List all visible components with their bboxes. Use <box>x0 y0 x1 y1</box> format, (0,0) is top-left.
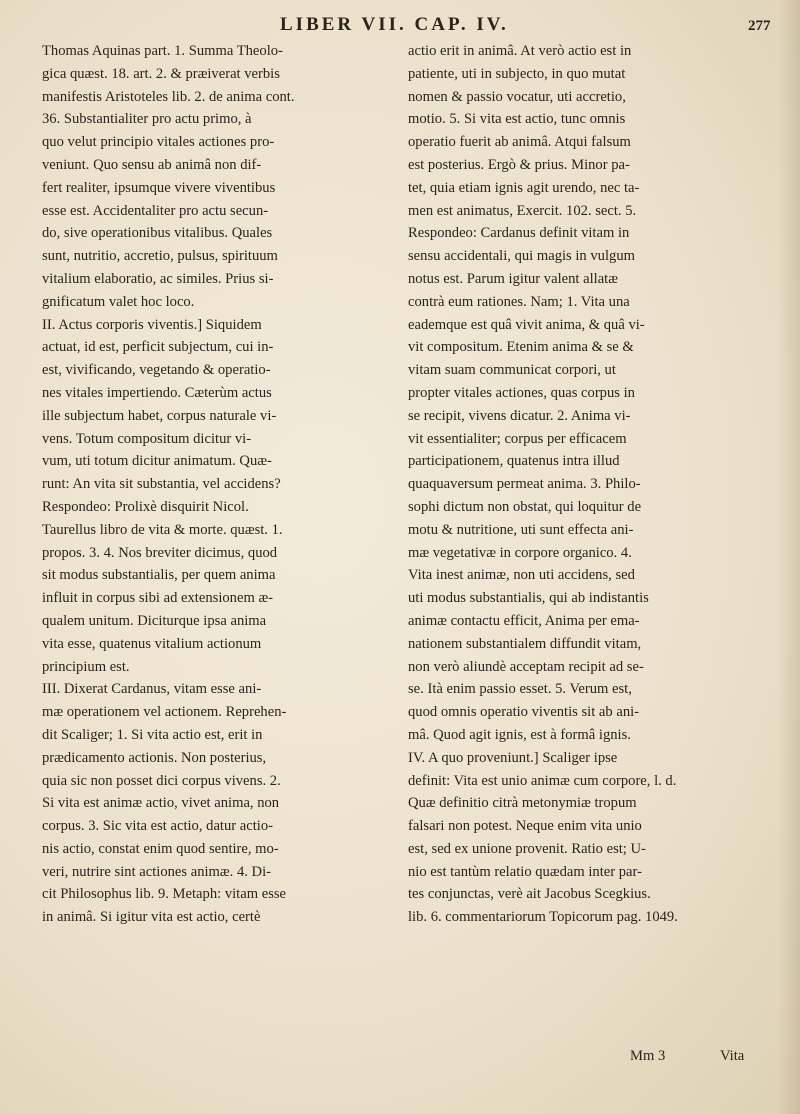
text-line: sit modus substantialis, per quem anima <box>42 567 276 584</box>
text-line: vita esse, quatenus vitalium actionum <box>42 635 262 652</box>
text-line: falsari non potest. Neque enim vita unio <box>408 818 642 835</box>
text-line: nationem substantialem diffundit vitam, <box>408 635 642 652</box>
text-line: notus est. Parum igitur valent allatæ <box>408 270 618 287</box>
text-line: mâ. Quod agit ignis, est à formâ ignis. <box>408 726 631 743</box>
text-line: mæ vegetativæ in corpore organico. 4. <box>408 544 632 561</box>
text-line: participationem, quatenus intra illud <box>408 453 620 470</box>
right-column <box>408 40 778 929</box>
text-line: in animâ. Si igitur vita est actio, certè <box>42 909 261 926</box>
text-line: men est animatus, Exercit. 102. sect. 5. <box>408 202 637 219</box>
text-line: 36. Substantialiter pro actu primo, à <box>42 111 252 128</box>
text-line: vens. Totum compositum dicitur vi- <box>42 430 252 447</box>
text-line: gica quæst. 18. art. 2. & præiverat verbis <box>42 65 280 82</box>
left-column <box>42 40 398 929</box>
text-line: Respondeo: Cardanus definit vitam in <box>408 225 630 242</box>
page-edge-shadow <box>778 0 800 1114</box>
text-line: patiente, uti in subjecto, in quo mutat <box>408 65 626 82</box>
text-line: nis actio, constat enim quod sentire, mo- <box>42 840 279 857</box>
text-line: ille subjectum habet, corpus naturale vi- <box>42 407 277 424</box>
text-line: sunt, nutritio, accretio, pulsus, spirituum <box>42 248 278 265</box>
text-line: operatio fuerit ab animâ. Atqui falsum <box>408 134 631 151</box>
text-line: non verò aliundè acceptam recipit ad se- <box>408 658 644 675</box>
running-title: LIBER VII. CAP. IV. <box>280 14 509 35</box>
text-line: propter vitales actiones, quas corpus in <box>408 384 635 401</box>
text-line: uti modus substantialis, qui ab indistantis <box>408 590 649 607</box>
text-line: Thomas Aquinas part. 1. Summa Theolo- <box>42 43 283 59</box>
text-line: nes vitales impertiendo. Cæterùm actus <box>42 384 272 401</box>
text-line: II. Actus corporis viventis.] Siquidem <box>42 316 262 333</box>
text-line: corpus. 3. Sic vita est actio, datur actio- <box>42 818 273 835</box>
text-line: quo velut principio vitales actiones pro- <box>42 134 275 151</box>
text-line: Si vita est animæ actio, vivet anima, non <box>42 795 280 812</box>
text-line: quod omnis operatio viventis sit ab ani- <box>408 704 640 721</box>
text-line: Vita inest animæ, non uti accidens, sed <box>408 567 635 584</box>
text-line: qualem unitum. Diciturque ipsa anima <box>42 612 267 629</box>
signature-mark: Mm 3 <box>630 1048 666 1064</box>
text-line: esse est. Accidentaliter pro actu secun- <box>42 202 269 219</box>
text-line: influit in corpus sibi ad extensionem æ- <box>42 590 274 607</box>
text-line: vum, uti totum dicitur animatum. Quæ- <box>42 453 272 470</box>
text-line: veri, nutrire sint actiones animæ. 4. Di- <box>42 863 271 880</box>
text-line: tes conjunctas, verè ait Jacobus Scegkius. <box>408 886 651 903</box>
text-line: est, vivificando, vegetando & operatio- <box>42 362 271 379</box>
text-line: actio erit in animâ. At verò actio est in <box>408 43 632 59</box>
text-line: eademque est quâ vivit anima, & quâ vi- <box>408 316 645 333</box>
text-line: actuat, id est, perficit subjectum, cui in- <box>42 339 274 356</box>
text-line: nio est tantùm relatio quædam inter par- <box>408 863 642 880</box>
text-line: motio. 5. Si vita est actio, tunc omnis <box>408 111 626 128</box>
text-line: motu & nutritione, uti sunt effecta ani- <box>408 521 634 538</box>
text-line: veniunt. Quo sensu ab animâ non dif- <box>42 156 262 173</box>
page-number: 277 <box>748 18 771 34</box>
text-line: dit Scaliger; 1. Si vita actio est, erit in <box>42 726 263 743</box>
text-line: mæ operationem vel actionem. Reprehen- <box>42 704 287 721</box>
text-line: do, sive operationibus vitalibus. Quales <box>42 225 273 242</box>
text-line: prædicamento actionis. Non posterius, <box>42 749 267 766</box>
text-line: vit compositum. Etenim anima & se & <box>408 339 634 356</box>
text-line: sensu accidentali, qui magis in vulgum <box>408 248 635 265</box>
catchword: Vita <box>720 1048 745 1064</box>
text-line: vitalium elaboratio, ac similes. Prius si- <box>42 270 274 287</box>
text-line: Taurellus libro de vita & morte. quæst. 1. <box>42 521 283 538</box>
text-line: definit: Vita est unio animæ cum corpore, l. d. <box>408 772 677 789</box>
text-line: III. Dixerat Cardanus, vitam esse ani- <box>42 681 262 698</box>
text-line: principium est. <box>42 658 130 675</box>
text-line: est, sed ex unione provenit. Ratio est; U- <box>408 840 646 857</box>
text-line: contrà eum rationes. Nam; 1. Vita una <box>408 293 630 310</box>
text-line: cit Philosophus lib. 9. Metaph: vitam esse <box>42 886 287 903</box>
text-line: nomen & passio vocatur, uti accretio, <box>408 88 626 105</box>
text-line: est posterius. Ergò & prius. Minor pa- <box>408 156 630 173</box>
text-line: Quæ definitio citrà metonymiæ tropum <box>408 795 637 812</box>
text-line: quia sic non posset dici corpus vivens. 2. <box>42 772 281 789</box>
text-line: gnificatum valet hoc loco. <box>42 293 195 310</box>
text-line: vitam suam communicat corpori, ut <box>408 362 616 379</box>
page-header <box>0 14 800 40</box>
text-line: lib. 6. commentariorum Topicorum pag. 1049. <box>408 909 678 926</box>
text-line: IV. A quo proveniunt.] Scaliger ipse <box>408 749 618 766</box>
page-footer <box>0 1048 800 1072</box>
text-line: manifestis Aristoteles lib. 2. de anima cont. <box>42 88 295 105</box>
text-line: vit essentialiter; corpus per efficacem <box>408 430 627 447</box>
text-line: fert realiter, ipsumque vivere viventibus <box>42 179 276 196</box>
text-line: Respondeo: Prolixè disquirit Nicol. <box>42 498 249 515</box>
text-line: se. Ità enim passio esset. 5. Verum est, <box>408 681 632 698</box>
text-line: tet, quia etiam ignis agit urendo, nec ta- <box>408 179 640 196</box>
text-line: runt: An vita sit substantia, vel accidens? <box>42 476 281 493</box>
text-line: se recipit, vivens dicatur. 2. Anima vi- <box>408 407 631 424</box>
text-line: propos. 3. 4. Nos breviter dicimus, quod <box>42 544 278 561</box>
text-line: animæ contactu efficit, Anima per ema- <box>408 612 640 629</box>
text-line: sophi dictum non obstat, qui loquitur de <box>408 498 642 515</box>
text-line: quaquaversum permeat anima. 3. Philo- <box>408 476 641 493</box>
